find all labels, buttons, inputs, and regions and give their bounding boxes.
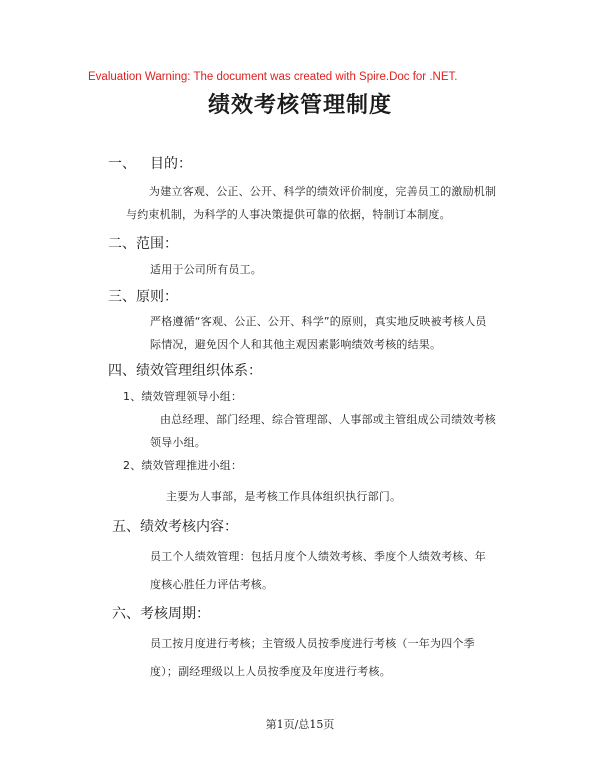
evaluation-warning: Evaluation Warning: The document was created with Spire.Doc for .NET. — [88, 71, 458, 83]
section-5-line-2: 度核心胜任力评估考核。 — [150, 578, 274, 591]
section-3-line-1: 严格遵循“客观、公正、公开、科学”的原则，真实地反映被考核人员 — [150, 315, 487, 328]
section-1-number: 一、 — [108, 156, 136, 172]
section-3-line-2: 际情况，避免因个人和其他主观因素影响绩效考核的结果。 — [150, 338, 442, 351]
section-6-heading: 六、考核周期： — [112, 606, 210, 622]
page-number-footer: 第1页/总15页 — [265, 718, 335, 731]
section-5-line-1: 员工个人绩效管理：包括月度个人绩效考核、季度个人绩效考核、年 — [150, 550, 486, 563]
section-1-line-1: 为建立客观、公正、公开、科学的绩效评价制度，完善员工的激励机制 — [149, 185, 497, 198]
document-title: 绩效考核管理制度 — [207, 93, 392, 118]
section-3-heading: 三、原则： — [108, 289, 178, 305]
section-6-line-1: 员工按月度进行考核；主管级人员按季度进行考核（一年为四个季 — [150, 637, 475, 650]
section-4-heading: 四、绩效管理组织体系： — [108, 363, 262, 379]
section-2-line-1: 适用于公司所有员工。 — [150, 263, 262, 276]
section-4-sub-1-line-2: 领导小组。 — [150, 436, 206, 449]
section-2-heading: 二、范围： — [108, 236, 178, 252]
section-6-line-2: 度）；副经理级以上人员按季度及年度进行考核。 — [150, 665, 391, 678]
section-1-line-2: 与约束机制，为科学的人事决策提供可靠的依据，特制订本制度。 — [126, 208, 451, 221]
section-4-sub-2-heading: 2、绩效管理推进小组： — [123, 459, 243, 472]
section-4-sub-1-heading: 1、绩效管理领导小组： — [123, 390, 243, 403]
section-4-sub-2-line-1: 主要为人事部，是考核工作具体组织执行部门。 — [166, 490, 402, 503]
section-5-heading: 五、绩效考核内容： — [112, 519, 238, 535]
section-1-heading: 目的： — [150, 156, 192, 172]
section-4-sub-1-line-1: 由总经理、部门经理、综合管理部、人事部或主管组成公司绩效考核 — [160, 413, 496, 426]
